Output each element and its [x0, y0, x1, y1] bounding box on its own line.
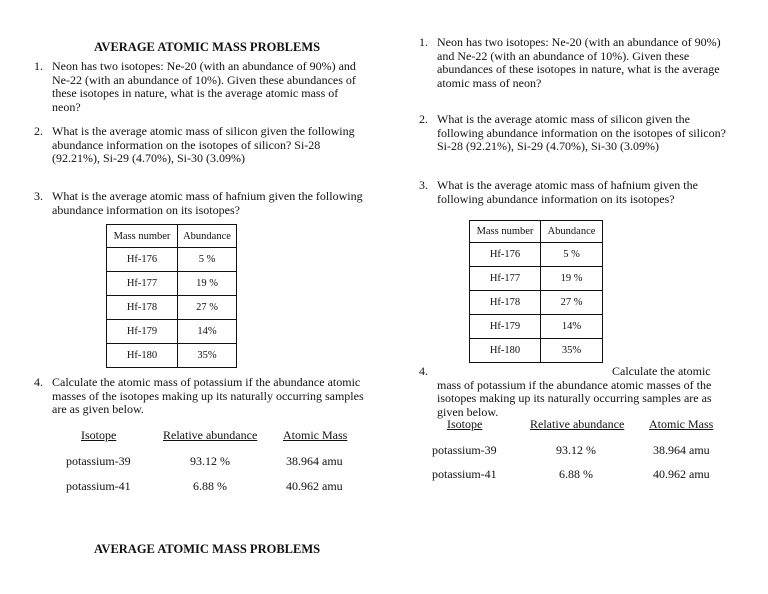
table-cell: 5 % [541, 243, 603, 267]
table-header: Abundance [541, 221, 603, 243]
column-header: Isotope [81, 428, 117, 442]
question-text: Neon has two isotopes: Ne-20 (with an abundance of 90%) and Ne-22 (with an abundance of 10%). Given these abundances of these isotopes in nature, what is the average atomic mass of neon? [437, 35, 721, 90]
question-number: 2. [34, 124, 43, 138]
column-header: Atomic Mass [283, 428, 348, 442]
table-cell: 19 % [541, 267, 603, 291]
table-cell: Hf-178 [107, 296, 178, 320]
question-number: 4. [419, 364, 428, 378]
question-number: 2. [419, 112, 428, 126]
table-cell: Hf-180 [470, 339, 541, 363]
column-header: Relative abundance [530, 417, 625, 431]
column-header: Atomic Mass [649, 417, 714, 431]
table-row [107, 296, 237, 320]
table-cell: 93.12 % [556, 443, 596, 457]
table-cell: 6.88 % [559, 467, 593, 481]
table-row [107, 248, 237, 272]
column-header: Isotope [447, 417, 483, 431]
worksheet-title-repeat: AVERAGE ATOMIC MASS PROBLEMS [94, 542, 321, 556]
table-cell: potassium-41 [432, 467, 497, 481]
table-row [470, 339, 603, 363]
table-row [470, 291, 603, 315]
table-header: Mass number [107, 225, 178, 248]
question-text: Calculate the atomic mass of potassium if the abundance atomic masses of the isotopes making up its naturally occurring samples are as given below. [52, 375, 364, 416]
table-cell: potassium-41 [66, 479, 131, 493]
table-cell: 38.964 amu [286, 454, 343, 468]
table-cell: Hf-177 [470, 267, 541, 291]
table-cell: 40.962 amu [286, 479, 343, 493]
table-row [470, 267, 603, 291]
table-cell: Hf-176 [470, 243, 541, 267]
table-cell: Hf-180 [107, 344, 178, 368]
worksheet-title: AVERAGE ATOMIC MASS PROBLEMS [94, 40, 321, 54]
table-cell: 35% [541, 339, 603, 363]
table-cell: 6.88 % [193, 479, 227, 493]
column-header: Relative abundance [163, 428, 258, 442]
table-cell: 40.962 amu [653, 467, 710, 481]
question-number: 4. [34, 375, 43, 389]
table-cell: potassium-39 [66, 454, 131, 468]
table-row [107, 320, 237, 344]
table-cell: Hf-176 [107, 248, 178, 272]
question-number: 1. [34, 59, 43, 73]
table-cell: 27 % [541, 291, 603, 315]
question-text: What is the average atomic mass of hafnium given the following abundance information on its isotopes? [52, 189, 363, 217]
question-text: What is the average atomic mass of silicon given the following abundance information on the isotopes of silicon? Si-28 (92.21%), Si-29 (4.70%), Si-30 (3.09%) [437, 112, 726, 153]
question-text: What is the average atomic mass of hafnium given the following abundance information on its isotopes? [437, 178, 698, 206]
table-cell: 14% [541, 315, 603, 339]
table-cell: Hf-178 [470, 291, 541, 315]
question-number: 1. [419, 35, 428, 49]
table-header: Mass number [470, 221, 541, 243]
table-cell: Hf-179 [107, 320, 178, 344]
question-number: 3. [419, 178, 428, 192]
table-cell: Hf-179 [470, 315, 541, 339]
table-cell: 14% [178, 320, 237, 344]
table-row [470, 243, 603, 267]
table-cell: 27 % [178, 296, 237, 320]
table-cell: 38.964 amu [653, 443, 710, 457]
table-row [107, 344, 237, 368]
table-header: Abundance [178, 225, 237, 248]
hafnium-table [106, 224, 237, 368]
table-row [107, 272, 237, 296]
question-number: 3. [34, 189, 43, 203]
table-cell: potassium-39 [432, 443, 497, 457]
question-text: Neon has two isotopes: Ne-20 (with an abundance of 90%) and Ne-22 (with an abundance of 10%). Given these abundances of these isotopes in nature, what is the average atomic mass of neon? [52, 59, 356, 114]
table-cell: 93.12 % [190, 454, 230, 468]
table-cell: 19 % [178, 272, 237, 296]
table-cell: 35% [178, 344, 237, 368]
question-text: What is the average atomic mass of silicon given the following abundance information on the isotopes of silicon? Si-28 (92.21%), Si-29 (4.70%), Si-30 (3.09%) [52, 124, 355, 165]
hafnium-table [469, 220, 603, 363]
table-cell: Hf-177 [107, 272, 178, 296]
table-cell: 5 % [178, 248, 237, 272]
table-row [470, 315, 603, 339]
question-text: Calculate the atomic mass of potassium if the abundance atomic masses of the isotopes making up its naturally occurring samples are as given below. [437, 364, 712, 419]
